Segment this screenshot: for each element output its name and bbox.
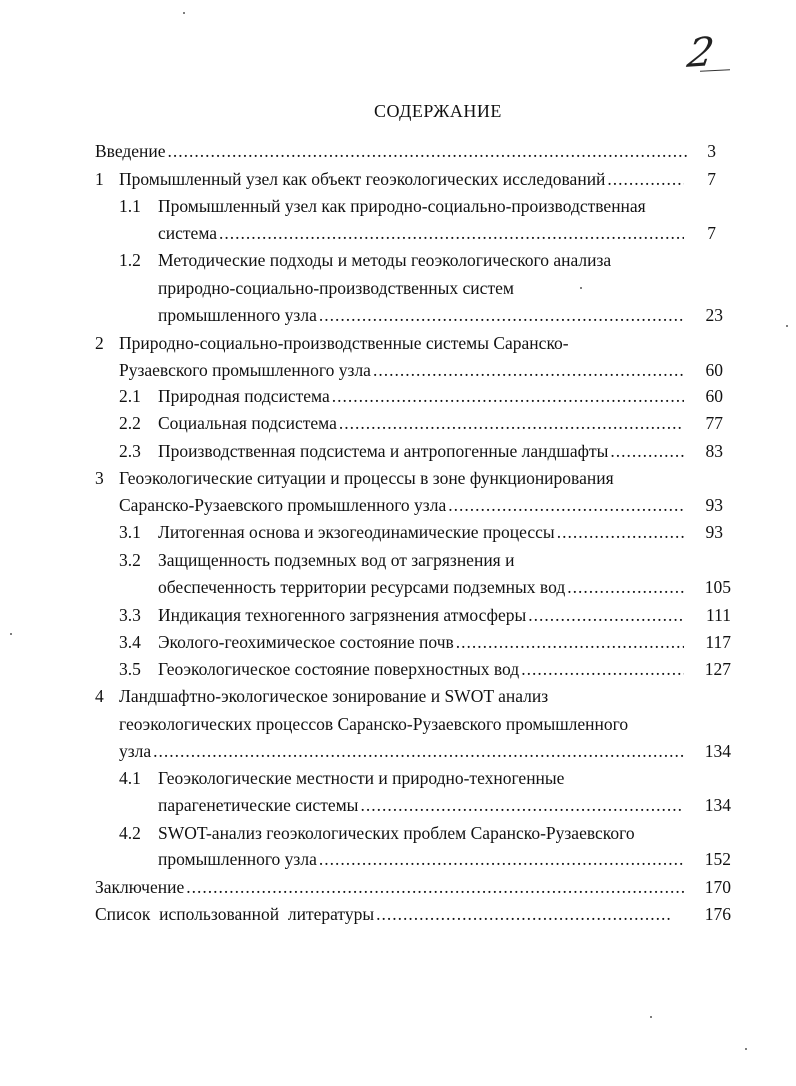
leader-dots [339, 411, 684, 435]
leader-dots [376, 902, 670, 926]
toc-entry-section-3-1 [158, 520, 686, 544]
leader-dots [448, 493, 684, 517]
toc-entry-page: 176 [704, 904, 731, 924]
toc-entry-text: Эколого-геохимическое состояние почв [158, 632, 454, 652]
scan-speck [580, 287, 582, 289]
scan-speck [183, 12, 185, 14]
toc-entry-section-4-2-cont [158, 847, 686, 871]
toc-entry-section-1-1-cont [158, 221, 686, 245]
toc-entry-text-cont: промышленного узла [158, 305, 317, 325]
scan-speck [745, 1048, 747, 1050]
toc-entry-text: Геоэкологические ситуации и процессы в зоне функционирования [119, 468, 614, 488]
leader-dots [153, 739, 684, 763]
toc-entry-bibliography [95, 902, 672, 926]
toc-entry-number: 1.1 [119, 196, 141, 216]
toc-entry-number: 3.1 [119, 522, 141, 542]
toc-entry-number: 1 [95, 169, 104, 189]
toc-entry-section-4-1-cont [158, 793, 686, 817]
toc-entry-text-cont: обеспеченность территории ресурсами подземных вод [158, 577, 566, 597]
toc-entry-section-1-2-cont2 [158, 303, 686, 327]
leader-dots [219, 221, 684, 245]
toc-entry-number: 2.2 [119, 413, 141, 433]
leader-dots [521, 657, 684, 681]
toc-entry-text: Социальная подсистема [158, 413, 337, 433]
toc-entry-page: 127 [704, 659, 731, 679]
toc-entry-section-2-2 [158, 411, 686, 435]
page-title: СОДЕРЖАНИЕ [374, 101, 502, 121]
toc-entry-number: 4.1 [119, 768, 141, 788]
toc-entry-chapter-4 [119, 684, 699, 708]
toc-entry-page: 117 [705, 632, 731, 652]
toc-entry-page: 111 [706, 605, 731, 625]
toc-entry-chapter-3 [119, 466, 699, 490]
toc-entry-section-3-5 [158, 657, 686, 681]
toc-entry-text-cont: промышленного узла [158, 849, 317, 869]
leader-dots [567, 575, 684, 599]
toc-entry-page: 134 [704, 741, 731, 761]
toc-entry-number: 3.5 [119, 659, 141, 679]
toc-entry-number: 2 [95, 333, 104, 353]
toc-entry-page: 23 [705, 305, 723, 325]
leader-dots [557, 520, 684, 544]
toc-entry-text: Индикация техногенного загрязнения атмосферы [158, 605, 527, 625]
toc-entry-page: 7 [707, 169, 716, 189]
toc-entry-intro [95, 139, 692, 163]
leader-dots [528, 603, 684, 627]
toc-entry-conclusion [95, 875, 687, 899]
toc-entry-section-3-4 [158, 630, 686, 654]
toc-entry-number: 4.2 [119, 823, 141, 843]
toc-entry-text: Промышленный узел как природно-социально-производственная [158, 196, 646, 216]
toc-entry-text: Геоэкологическое состояние поверхностных вод [158, 659, 520, 679]
toc-entry-section-3-2 [158, 548, 698, 572]
toc-entry-text-cont: природно-социально-производственных систем [158, 278, 514, 298]
toc-entry-text: Защищенность подземных вод от загрязнения и [158, 550, 515, 570]
toc-entry-page: 60 [705, 386, 723, 406]
toc-entry-page: 7 [707, 223, 716, 243]
leader-dots [168, 139, 690, 163]
toc-entry-number: 3.4 [119, 632, 141, 652]
toc-entry-text-cont: геоэкологических процессов Саранско-Рузаевского промышленного [119, 714, 629, 734]
leader-dots [332, 384, 684, 408]
toc-entry-text-cont: Саранско-Рузаевского промышленного узла [119, 495, 447, 515]
toc-entry-section-1-2-cont [158, 276, 698, 300]
toc-entry-page: 60 [705, 360, 723, 380]
toc-entry-text: SWOT-анализ геоэкологических проблем Саранско-Рузаевского [158, 823, 635, 843]
handwritten-page-number: 2 [684, 29, 717, 77]
toc-entry-text: Природная подсистема [158, 386, 330, 406]
toc-entry-page: 77 [705, 413, 723, 433]
scan-speck [10, 633, 12, 635]
toc-entry-page: 170 [704, 877, 731, 897]
toc-entry-text: Производственная подсистема и антропогенные ландшафты [158, 441, 609, 461]
toc-entry-text: Ландшафтно-экологическое зонирование и SWOT анализ [119, 686, 549, 706]
leader-dots [319, 847, 684, 871]
toc-entry-number: 2.3 [119, 441, 141, 461]
toc-entry-section-4-1 [158, 766, 698, 790]
toc-entry-page: 105 [704, 577, 731, 597]
toc-entry-section-3-2-cont [158, 575, 686, 599]
leader-dots [456, 630, 684, 654]
toc-entry-text: Заключение [95, 877, 185, 897]
toc-entry-text-cont: парагенетические системы [158, 795, 359, 815]
toc-entry-chapter-2 [119, 331, 699, 355]
leader-dots [373, 358, 684, 382]
toc-entry-text: Природно-социально-производственные системы Саранско- [119, 333, 569, 353]
toc-entry-text: Список использованной литературы [95, 904, 375, 924]
toc-entry-chapter-4-cont2 [119, 739, 686, 763]
toc-entry-page: 3 [707, 141, 716, 161]
toc-entry-text: Введение [95, 141, 166, 161]
toc-entry-page: 93 [705, 522, 723, 542]
toc-entry-text-cont: система [158, 223, 218, 243]
toc-entry-chapter-3-cont [119, 493, 686, 517]
toc-entry-text: Методические подходы и методы геоэкологического анализа [158, 250, 612, 270]
toc-entry-section-3-3 [158, 603, 686, 627]
toc-entry-number: 3 [95, 468, 104, 488]
toc-entry-page: 134 [704, 795, 731, 815]
leader-dots [360, 793, 684, 817]
toc-entry-number: 1.2 [119, 250, 141, 270]
leader-dots [186, 875, 685, 899]
scan-speck [650, 1016, 652, 1018]
toc-entry-page: 152 [704, 849, 731, 869]
toc-entry-text-cont: узла [119, 741, 152, 761]
toc-entry-section-1-2 [158, 248, 698, 272]
toc-entry-text: Промышленный узел как объект геоэкологических исследований [119, 169, 606, 189]
toc-entry-text: Геоэкологические местности и природно-техногенные [158, 768, 565, 788]
toc-entry-section-2-3 [158, 439, 686, 463]
toc-entry-page: 93 [705, 495, 723, 515]
toc-entry-number: 2.1 [119, 386, 141, 406]
toc-entry-section-4-2 [158, 821, 698, 845]
toc-entry-section-1-1 [158, 194, 698, 218]
toc-entry-chapter-4-cont [119, 712, 699, 736]
toc-entry-number: 3.3 [119, 605, 141, 625]
toc-entry-text: Литогенная основа и экзогеодинамические процессы [158, 522, 555, 542]
leader-dots [319, 303, 684, 327]
toc-entry-text-cont: Рузаевского промышленного узла [119, 360, 371, 380]
toc-entry-chapter-2-cont [119, 358, 686, 382]
toc-entry-section-2-1 [158, 384, 686, 408]
toc-entry-number: 3.2 [119, 550, 141, 570]
scan-speck [786, 325, 788, 327]
toc-entry-page: 83 [705, 441, 723, 461]
toc-entry-number: 4 [95, 686, 104, 706]
toc-entry-chapter-1 [119, 167, 686, 191]
